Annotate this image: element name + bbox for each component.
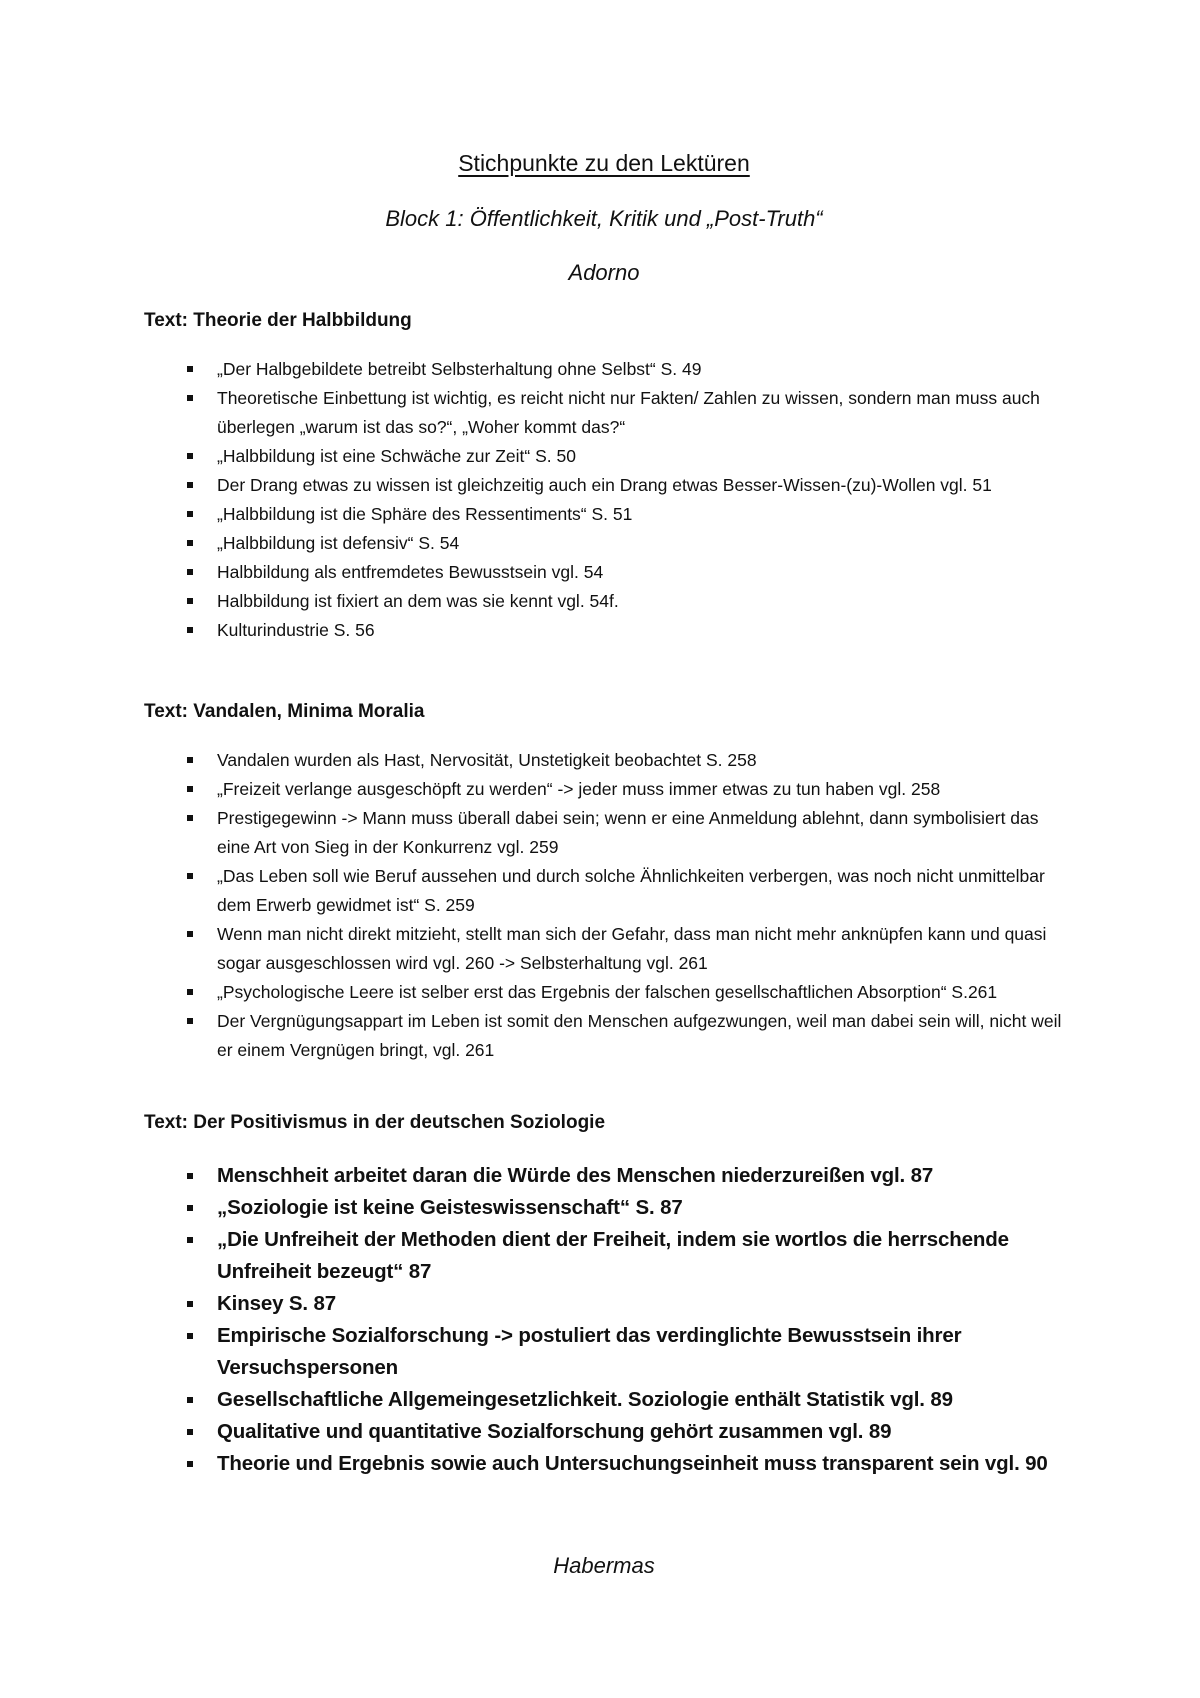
section-heading: Text: Der Positivismus in der deutschen Soziologie xyxy=(144,1112,606,1133)
author-heading-habermas: Habermas xyxy=(553,1553,655,1578)
list-item: Kinsey S. 87 xyxy=(144,1288,1064,1320)
block-title: Block 1: Öffentlichkeit, Kritik und „Post-Truth“ xyxy=(385,206,823,231)
list-item: Wenn man nicht direkt mitzieht, stellt man sich der Gefahr, dass man nicht mehr anknüpfen kann und quasi sogar ausgeschlossen wird vgl. 260 -> Selbsterhaltung vgl. 261 xyxy=(144,920,1064,978)
bullet-list xyxy=(144,746,1064,1065)
list-item: „Das Leben soll wie Beruf aussehen und durch solche Ähnlichkeiten verbergen, was noch nicht unmittelbar dem Erwerb gewidmet ist“ S. 259 xyxy=(144,862,1064,920)
list-item: Der Vergnügungsappart im Leben ist somit den Menschen aufgezwungen, weil man dabei sein will, nicht weil er einem Vergnügen bringt, vgl. 261 xyxy=(144,1007,1064,1065)
list-item: Theorie und Ergebnis sowie auch Untersuchungseinheit muss transparent sein vgl. 90 xyxy=(144,1448,1064,1480)
list-item: „Die Unfreiheit der Methoden dient der Freiheit, indem sie wortlos die herrschende Unfreiheit bezeugt“ 87 xyxy=(144,1224,1064,1288)
list-item: „Freizeit verlange ausgeschöpft zu werden“ -> jeder muss immer etwas zu tun haben vgl. 258 xyxy=(144,775,1064,804)
list-item: Qualitative und quantitative Sozialforschung gehört zusammen vgl. 89 xyxy=(144,1416,1064,1448)
list-item: „Psychologische Leere ist selber erst das Ergebnis der falschen gesellschaftlichen Absorption“ S.261 xyxy=(144,978,1064,1007)
list-item: Vandalen wurden als Hast, Nervosität, Unstetigkeit beobachtet S. 258 xyxy=(144,746,1064,775)
bullet-list xyxy=(144,1160,1064,1480)
list-item: „Der Halbgebildete betreibt Selbsterhaltung ohne Selbst“ S. 49 xyxy=(144,355,1064,384)
list-item: Prestigegewinn -> Mann muss überall dabei sein; wenn er eine Anmeldung ablehnt, dann symbolisiert das eine Art von Sieg in der Konkurrenz vgl. 259 xyxy=(144,804,1064,862)
list-item: „Soziologie ist keine Geisteswissenschaft“ S. 87 xyxy=(144,1192,1064,1224)
section-heading: Text: Vandalen, Minima Moralia xyxy=(144,701,425,722)
list-item: Halbbildung als entfremdetes Bewusstsein vgl. 54 xyxy=(144,558,1064,587)
list-item: Kulturindustrie S. 56 xyxy=(144,616,1064,645)
list-item: Empirische Sozialforschung -> postuliert das verdinglichte Bewusstsein ihrer Versuchspersonen xyxy=(144,1320,1064,1384)
bullet-list xyxy=(144,355,1064,645)
author-heading-adorno: Adorno xyxy=(568,260,640,285)
list-item: „Halbbildung ist die Sphäre des Ressentiments“ S. 51 xyxy=(144,500,1064,529)
section-heading: Text: Theorie der Halbbildung xyxy=(144,310,412,331)
document-title: Stichpunkte zu den Lektüren xyxy=(458,150,750,176)
list-item: Der Drang etwas zu wissen ist gleichzeitig auch ein Drang etwas Besser-Wissen-(zu)-Wollen vgl. 51 xyxy=(144,471,1064,500)
list-item: Theoretische Einbettung ist wichtig, es reicht nicht nur Fakten/ Zahlen zu wissen, sondern man muss auch überlegen „warum ist das so?“, „Woher kommt das?“ xyxy=(144,384,1064,442)
list-item: Gesellschaftliche Allgemeingesetzlichkeit. Soziologie enthält Statistik vgl. 89 xyxy=(144,1384,1064,1416)
list-item: „Halbbildung ist eine Schwäche zur Zeit“ S. 50 xyxy=(144,442,1064,471)
list-item: Menschheit arbeitet daran die Würde des Menschen niederzureißen vgl. 87 xyxy=(144,1160,1064,1192)
list-item: Halbbildung ist fixiert an dem was sie kennt vgl. 54f. xyxy=(144,587,1064,616)
list-item: „Halbbildung ist defensiv“ S. 54 xyxy=(144,529,1064,558)
